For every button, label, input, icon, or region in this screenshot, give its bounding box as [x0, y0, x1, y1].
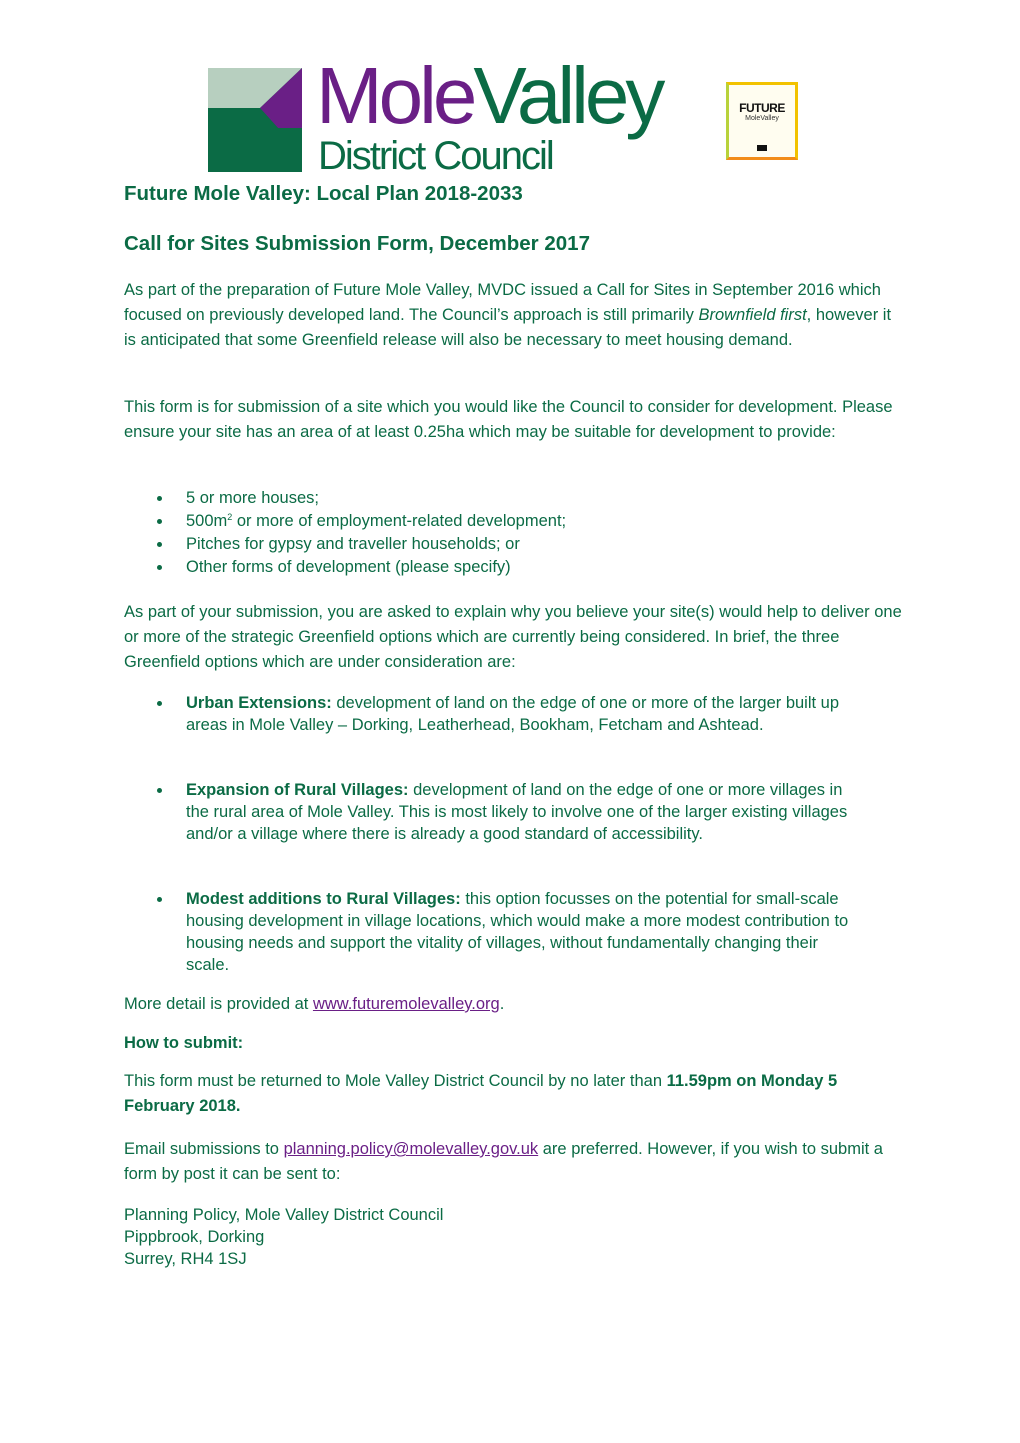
intro-text-2: , however it is anticipated that some Greenfield release will also be necessary to meet housing demand.	[124, 306, 892, 349]
criteria-item-2-post: or more of employment-related development;	[232, 512, 567, 530]
option-name: Urban Extensions:	[186, 694, 332, 712]
list-item	[124, 779, 904, 888]
badge-word: FUTURE	[739, 101, 785, 115]
logo-wordmark	[316, 51, 662, 140]
website-link[interactable]: www.futuremolevalley.org	[312, 995, 500, 1013]
criteria-item-4: Other forms of development (please specify)	[186, 558, 511, 576]
intro-italic: Brownfield first	[698, 306, 807, 324]
more-detail-line	[124, 992, 504, 1017]
option-text: this option focusses on the potential for small-scale housing development in village locations, which would make a more modest contribution to housing needs and support the vitality of villages, without fundamentally changing their scale.	[186, 890, 849, 974]
list-item	[124, 556, 904, 579]
criteria-item-2-pre: 500m	[186, 512, 228, 530]
list-item	[124, 510, 904, 533]
document-title: Future Mole Valley: Local Plan 2018-2033	[124, 182, 523, 205]
options-intro-text: As part of your submission, you are asked to explain why you believe your site(s) would help to deliver one or more of the strategic Greenfield options which are currently being considered. In brief, the three Greenfield options which are under consideration are:	[124, 603, 902, 671]
more-detail-end: .	[499, 995, 505, 1013]
badge-sub: MoleValley	[745, 115, 779, 122]
criteria-item-1: 5 or more houses;	[186, 489, 319, 507]
postal-address	[124, 1204, 443, 1270]
more-detail-text: More detail is provided at	[124, 995, 313, 1013]
logo-district-council: District Council	[318, 134, 553, 178]
address-line: Pippbrook, Dorking	[124, 1228, 265, 1246]
superscript: 2	[227, 512, 233, 522]
deadline-paragraph	[124, 1069, 904, 1119]
deadline-text: This form must be returned to Mole Valley District Council by no later than	[124, 1072, 667, 1090]
email-paragraph	[124, 1137, 904, 1187]
email-text-end: are preferred. However, if you wish to submit a form by post it can be sent to:	[124, 1140, 883, 1183]
address-line: Surrey, RH4 1SJ	[124, 1250, 247, 1268]
badge-mark-icon	[757, 145, 767, 151]
option-name: Expansion of Rural Villages:	[186, 781, 409, 799]
option-text: development of land on the edge of one or more of the larger built up areas in Mole Valley – Dorking, Leatherhead, Bookham, Fetcham and Ashtead.	[186, 694, 840, 734]
document-subtitle: Call for Sites Submission Form, December 2017	[124, 232, 590, 255]
deadline-date: 11.59pm on Monday 5 February 2018.	[124, 1072, 838, 1115]
option-text: development of land on the edge of one or more villages in the rural area of Mole Valley. This is most likely to involve one of the larger existing villages and/or a village where there is already a good standard of accessibility.	[186, 781, 848, 843]
logo-word-valley: Valley	[473, 51, 662, 140]
form-purpose-text: This form is for submission of a site which you would like the Council to consider for development. Please ensure your site has an area of at least 0.25ha which may be suitable for development to provide:	[124, 398, 893, 441]
criteria-list	[124, 487, 904, 579]
option-name: Modest additions to Rural Villages:	[186, 890, 461, 908]
logo-word-mole: Mole	[316, 51, 474, 140]
list-item	[124, 487, 904, 510]
list-item	[124, 888, 904, 976]
criteria-item-3: Pitches for gypsy and traveller households; or	[186, 535, 520, 553]
list-item	[124, 533, 904, 556]
council-logo-mark	[208, 68, 302, 172]
list-item	[124, 692, 904, 779]
address-line: Planning Policy, Mole Valley District Council	[124, 1206, 444, 1224]
intro-text-1: As part of the preparation of Future Mole Valley, MVDC issued a Call for Sites in September 2016 which focused on previously developed land. The Council’s approach is still primarily	[124, 281, 881, 324]
future-mole-valley-badge	[726, 82, 798, 160]
how-to-submit-heading: How to submit:	[124, 1034, 244, 1052]
email-text: Email submissions to	[124, 1140, 284, 1158]
greenfield-options-list	[124, 692, 904, 976]
intro-paragraph	[124, 278, 904, 353]
email-link[interactable]: planning.policy@molevalley.gov.uk	[283, 1140, 539, 1158]
form-purpose-paragraph	[124, 395, 904, 445]
options-intro-paragraph	[124, 600, 904, 675]
